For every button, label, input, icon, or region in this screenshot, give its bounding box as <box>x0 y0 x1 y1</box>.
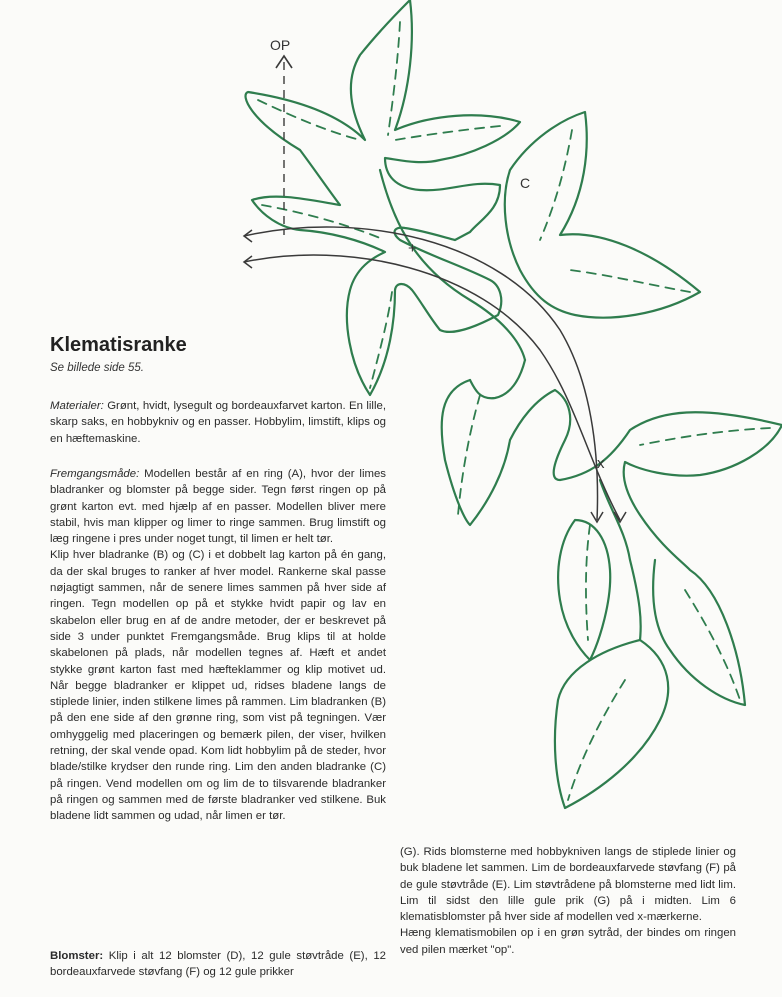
page-subtitle: Se billede side 55. <box>50 362 144 374</box>
right-column <box>400 844 736 958</box>
lower-leaf-left <box>558 520 610 660</box>
stem-middle <box>470 360 525 398</box>
part-c-label: C <box>520 175 531 191</box>
cross-mark: + <box>408 240 417 257</box>
middle-leaf-cluster <box>442 380 782 705</box>
flowers-text: Klip i alt 12 blomster (D), 12 gule støvtråde (E), 12 bordeauxfarvede støvfang (F) og 12 gule prikker <box>50 950 386 979</box>
method-section <box>50 466 386 825</box>
op-label: OP <box>270 37 291 53</box>
leaf-c <box>505 112 700 318</box>
left-arrow-icon <box>244 230 252 242</box>
left-arrow-icon-2 <box>244 256 252 268</box>
method-text-2: Klip hver bladranke (B) og (C) i et dobbelt lag karton på én gang, da der skal bruges to ranker af hver model. Rankerne skal passe nøjagtigt sammen, når de senere limes sammen på hver side af ringen. Tegn modellen op på et stykke hvidt papir og lav en skabelon eller brug en af de andre metoder, der er beskrevet på side 3 under punktet Fremgangsmåde. Brug klips til at holde skabelonen på plads, når modellen tegnes af. Hæft et andet stykke grønt karton fast med hæfteklammer og klip motivet ud. Når begge bladranker er klippet ud, ridses bladene langs de stiplede linier, inden stilkene limes på rammen. Lim bladranken (B) på den ene side af den grønne ring, som vist på tegningen. Vær omhyggelig med placeringen og bemærk pilen, der viser, hvilken retning, der skal vende opad. Kom lidt hobbylim på de steder, hvor blade/stilke krydser den runde ring. Lim den anden bladranke (C) på ringen. Vend modellen om og lim de to tilsvarende bladranker på ringen og sammen med de første bladranker ved stilkene. Buk bladene lidt sammen og udad, når limen er tør. <box>50 549 386 823</box>
materials-text: Grønt, hvidt, lysegult og bordeauxfarvet karton. En lille, skarp saks, en hobbykniv og en passer. Hobbylim, limstift, klips og en hæftemaskine. <box>50 400 386 445</box>
materials-paragraph <box>50 398 386 447</box>
x-mark: x <box>597 455 605 472</box>
method-label: Fremgangsmåde: <box>50 468 140 480</box>
materials-label: Materialer: <box>50 400 104 412</box>
method-text: Modellen består af en ring (A), hvor der limes bladranker og blomster på begge sider. Tegn først ringen op på grønt karton evt. med hjælp af en passer. Modellen bliver mere stabil, hvis man klipper og limer to ringe sammen. Brug limstift og læg ringene i pres under noget tungt, til limen er helt tør. <box>50 468 386 546</box>
right-text-2: Hæng klematismobilen op i en grøn sytråd, der bindes om ringen ved pilen mærket "op". <box>400 927 736 956</box>
flowers-paragraph <box>50 948 386 981</box>
page-title: Klematisranke <box>50 334 187 356</box>
right-text-1: (G). Rids blomsterne med hobbykniven langs de stiplede linier og buk bladene let sammen. Lim de bordeauxfarvede støvfang (F) på de gule støvtråde (E). Lim støvtrådene på blomsterne med lidt lim. Lim til sidst den lille gule prik (G) på i midten. Lim 6 klematisblomster på hver side af modellen ved x-mærkerne. <box>400 846 736 924</box>
lower-leaf-bottom <box>555 640 668 808</box>
flowers-label: Blomster: <box>50 950 104 962</box>
